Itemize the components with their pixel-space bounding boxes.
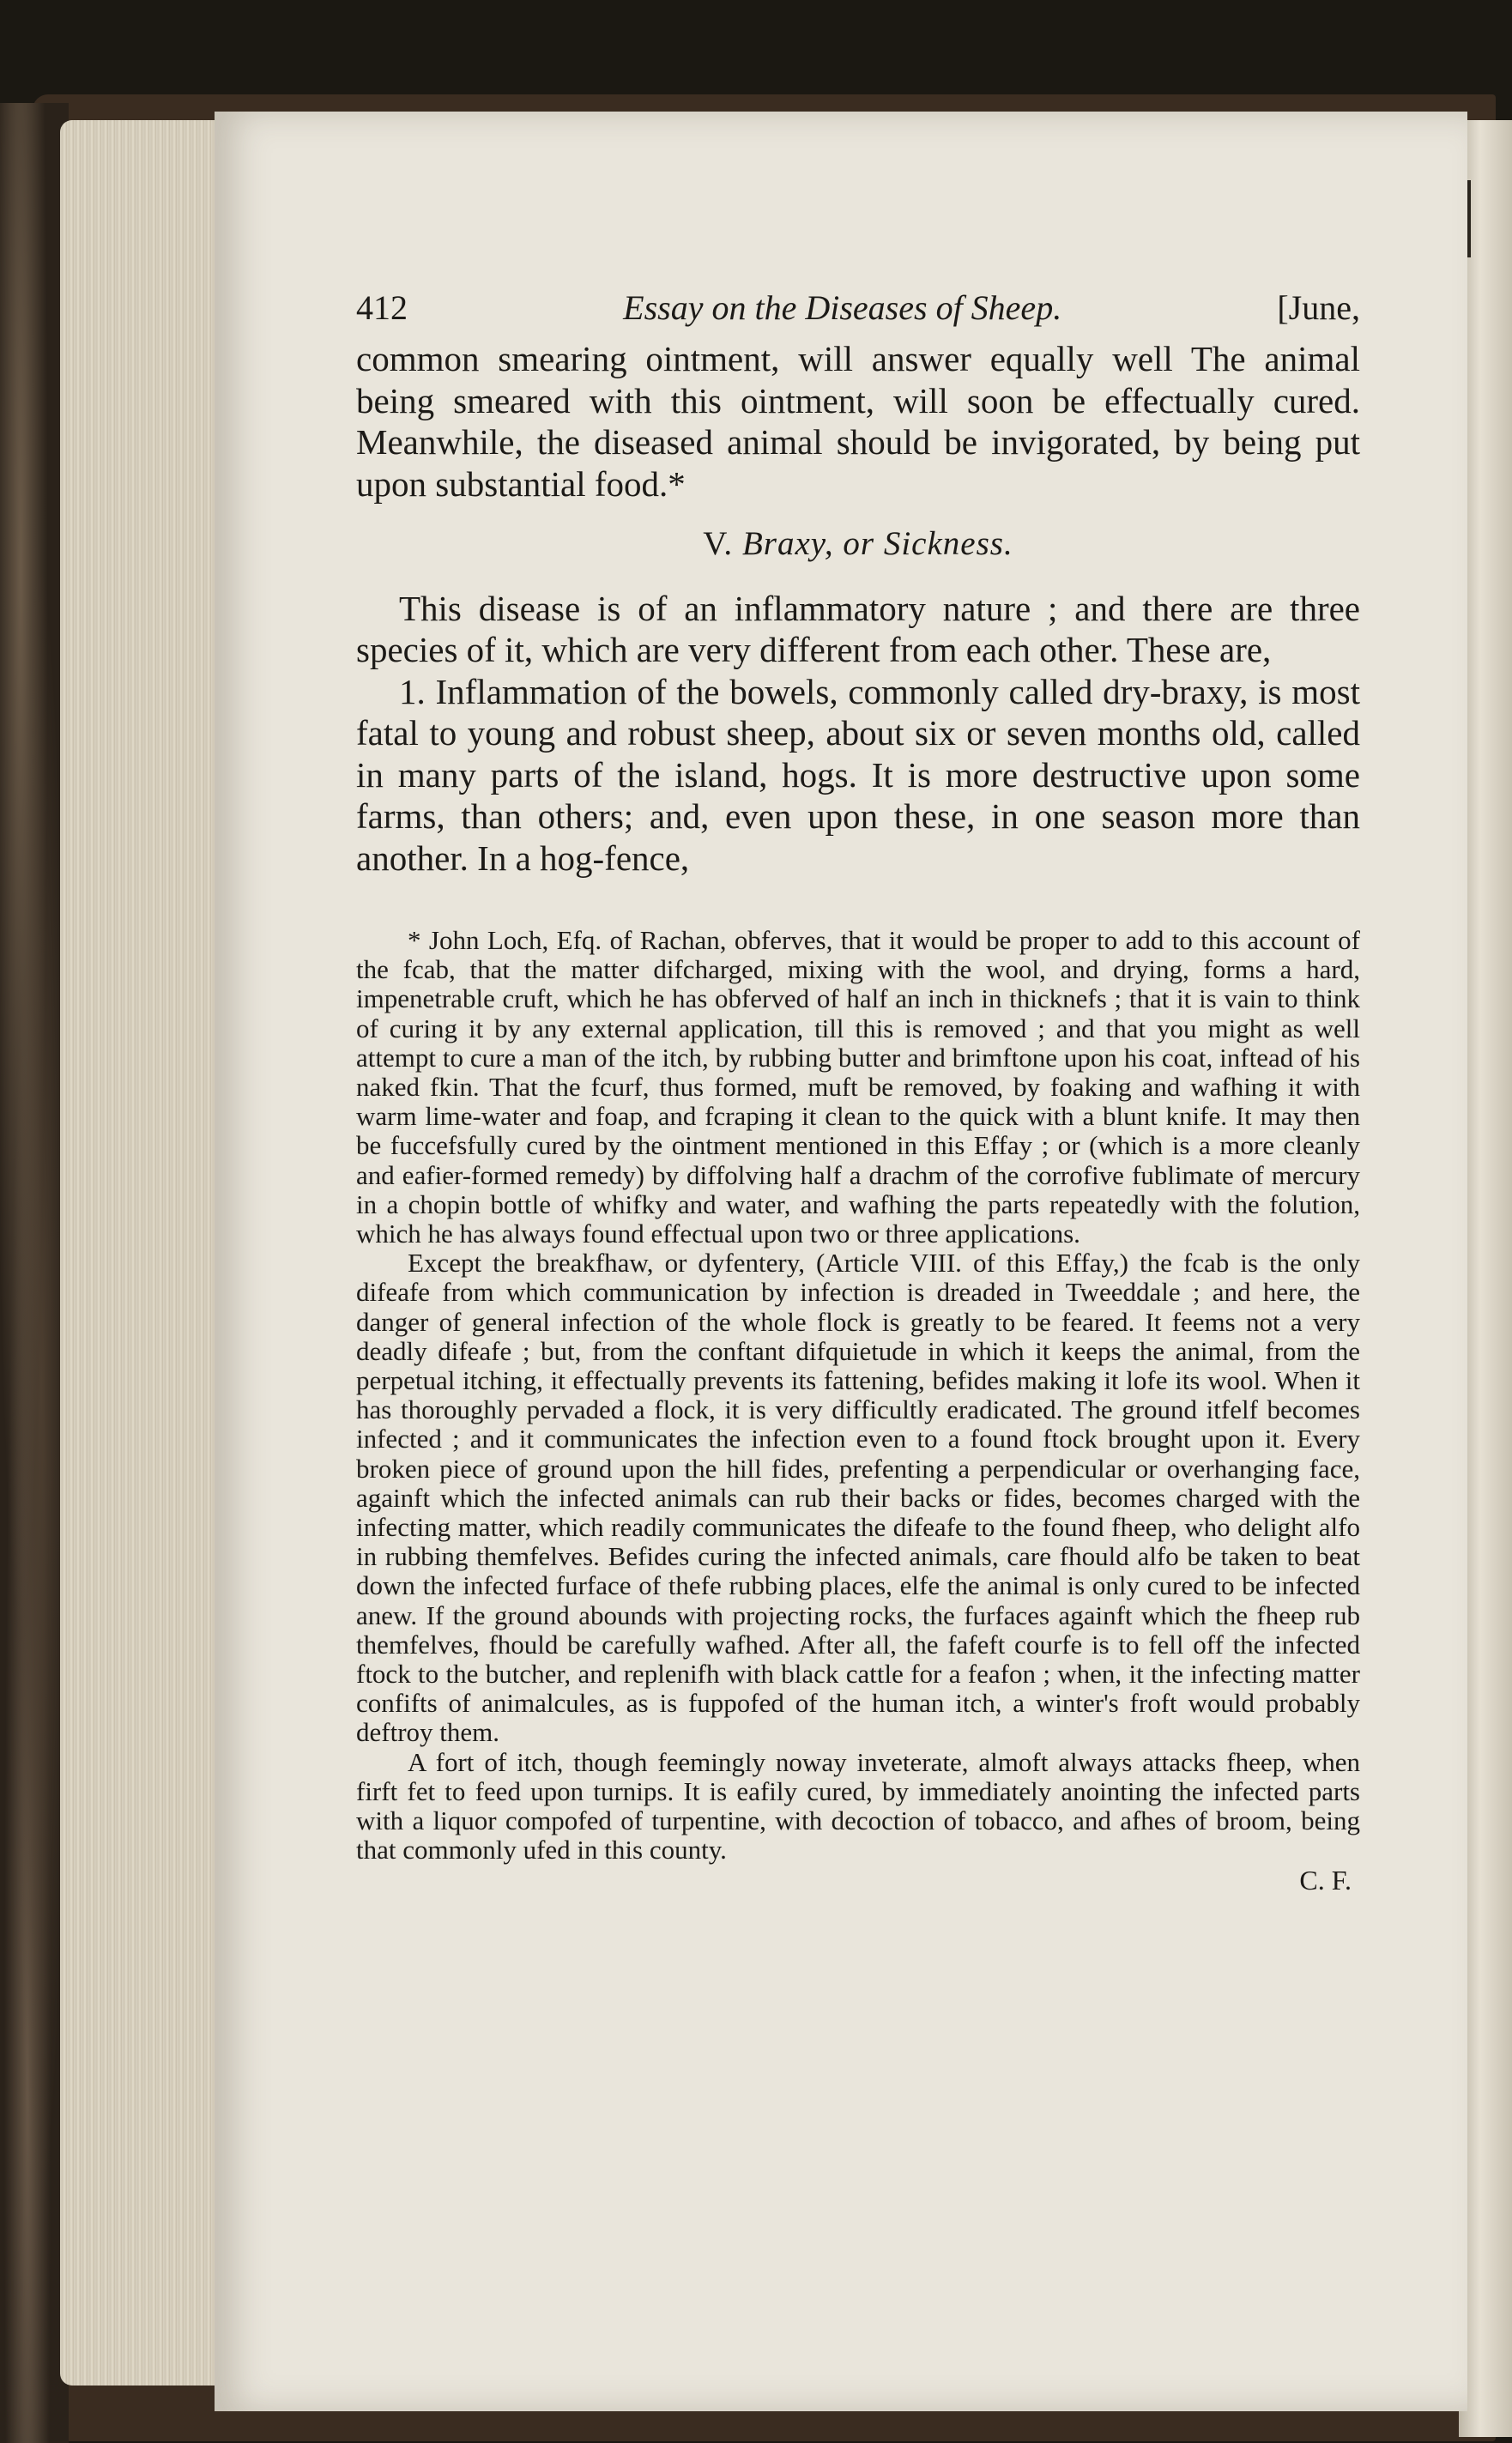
running-month: [June, [1277,288,1360,327]
paragraph-continued: common smearing ointment, will answer equally well The animal being smeared with this ointment, will soon be effectually cured. Meanwhile, the diseased animal should be invigorated, by being put upon substantial food.* [356,339,1360,504]
marbled-edge [0,103,69,2443]
paragraph: 1. Inflammation of the bowels, commonly called dry-braxy, is most fatal to young and robust sheep, about six or seven months old, called in many parts of the island, hogs. It is more destructive upon some farms, than others; and, even upon these, in one season more than another. In a hog-fence, [356,671,1360,878]
footnote: A fort of itch, though feemingly noway inveterate, almoft always attacks fheep, when firft fet to feed upon turnips. It is eafily cured, by immediately anointing the infected parts with a liquor compofed of turpentine, with decoction of tobacco, and afhes of broom, being that commonly ufed in this county. [356,1746,1360,1866]
main-text [356,338,1360,879]
section-title: Braxy, or Sickness. [741,525,1013,562]
paragraph: This disease is of an inflammatory nature ; and there are three species of it, which are very different from each other. These are, [356,588,1360,669]
edge-mark [1467,180,1471,257]
running-head [356,287,1360,328]
footnotes [356,926,1360,1895]
signature: C. F. [1299,1864,1352,1896]
section-heading [356,523,1360,565]
footnote: * John Loch, Efq. of Rachan, obferves, that it would be proper to add to this account of the fcab, that the matter difcharged, mixing with the wool, and drying, forms a hard, impenetrable cruft, which he has obferved of half an inch in thicknefs ; that it is vain to think of curing it by any external application, till this is removed ; and that you might as well attempt to cure a man of the itch, by rubbing butter and brimftone upon his coat, inftead of his naked fkin. That the fcurf, thus formed, muft be removed, by foaking and wafhing it with warm lime-water and foap, and fcraping it clean to the quick with a blunt knife. It may then be fuccefsfully cured by the ointment mentioned in this Effay ; or (which is a more cleanly and eafier-formed remedy) by diffolving half a drachm of the corrofive fublimate of mercury in a chopin bottle of whifky and water, and wafhing the parts repeatedly with the folution, which he has always found effectual upon two or three applications. [356,925,1360,1249]
running-title: Essay on the Diseases of Sheep. [623,288,1062,327]
page-number: 412 [356,288,408,327]
page-content [356,287,1360,1895]
section-number: V. [703,525,734,562]
footnote: Except the breakfhaw, or dyfentery, (Article VIII. of this Effay,) the fcab is the only difeafe from which communication by infection is dreaded in Tweeddale ; and here, the danger of general infection of the whole flock is greatly to be feared. It feems not a very deadly difeafe ; but, from the conftant difquietude in which it keeps the animal, from the perpetual itching, it effectually prevents its fattening, befides making it lofe its wool. When it has thoroughly pervaded a flock, it is very difficultly eradicated. The ground itfelf becomes infected ; and it communicates the infection even to a found ftock brought upon it. Every broken piece of ground upon the hill fides, prefenting a perpendicular or overhanging face, againft which the infected animals can rub their backs or fides, becomes charged with the infecting matter, which readily communicates the difeafe to the found fheep, who delight alfo in rubbing themfelves. Befides curing the infected animals, care fhould alfo be taken to beat down the infected furface of thefe rubbing places, elfe the animal is only cured to be infected anew. If the ground abounds with projecting rocks, the furfaces againft which the fheep rub themfelves, fhould be carefully wafhed. After all, the fafeft courfe is to fell off the infected ftock to the butcher, and replenifh with black cattle for a feafon ; when, it the infecting matter confifts of animalcules, as is fuppofed of the human itch, a winter's froft would probably deftroy them. [356,1248,1360,1748]
